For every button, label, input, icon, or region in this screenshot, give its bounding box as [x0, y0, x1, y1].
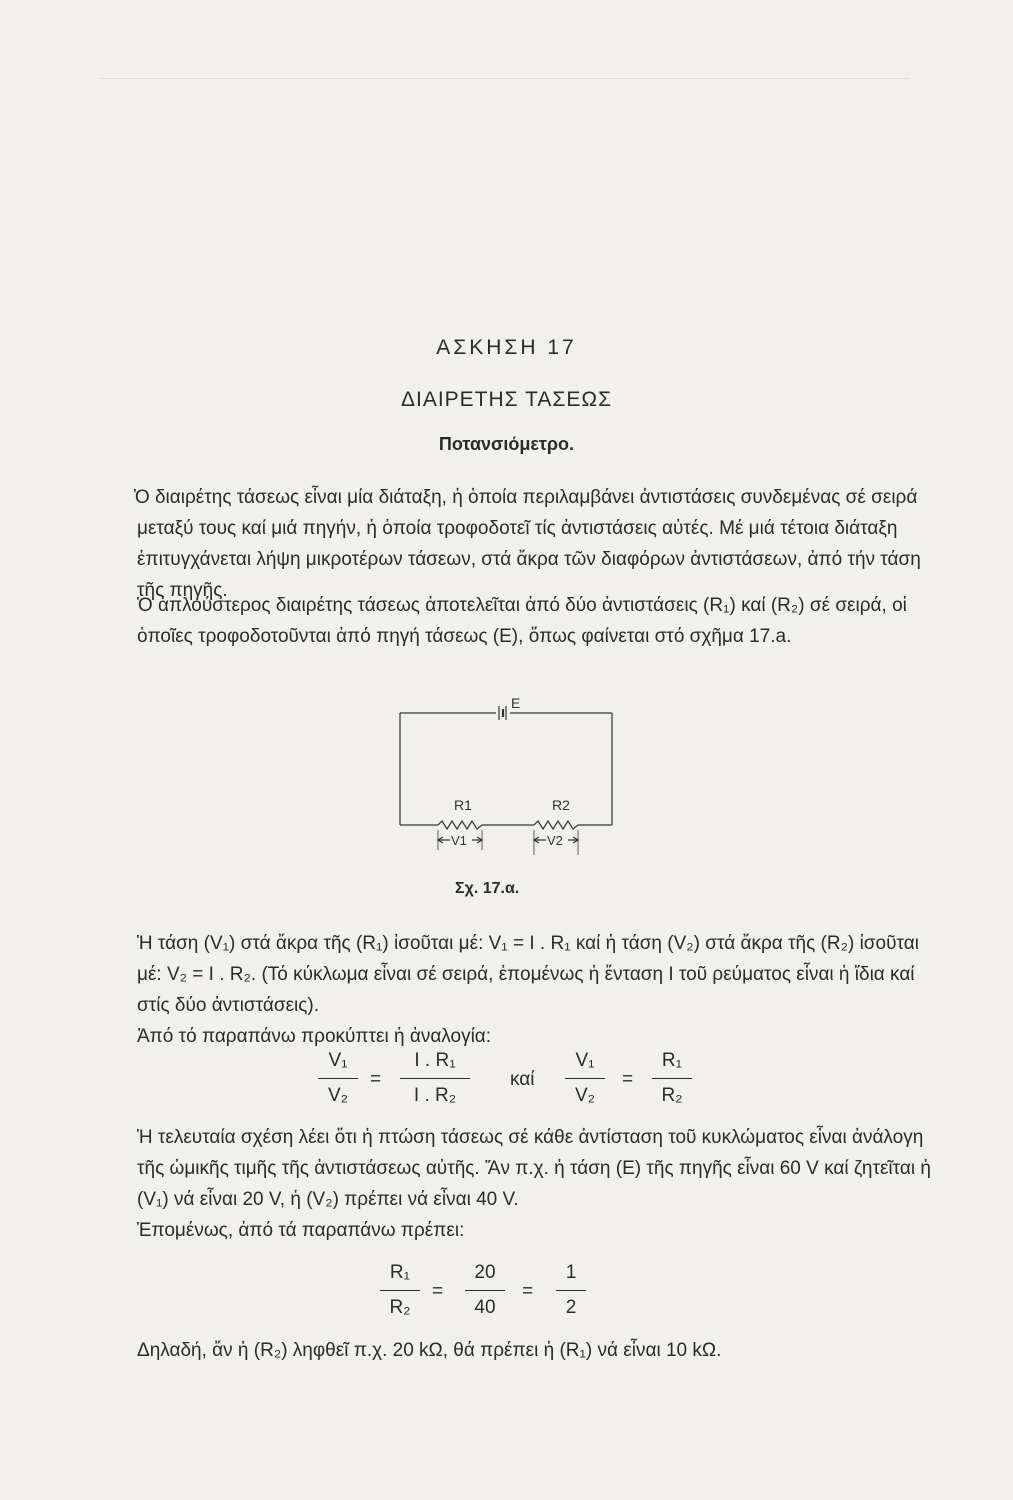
eq2-b-den: 40 — [474, 1297, 496, 1318]
eq1-b-den: I . R₂ — [413, 1085, 457, 1106]
label-v2: V2 — [547, 833, 563, 848]
label-e: E — [511, 695, 521, 711]
paragraph-2: Ὁ ἁπλούστερος διαιρέτης τάσεως ἀποτελεῖται ἀπό δύο ἀντιστάσεις (R₁) καί (R₂) σέ σειρά, οἱ ὁποῖες τροφοδοτοῦνται ἀπό πηγή τάσεως (Ε), ὅπως φαίνεται στό σχῆμα 17.a. — [137, 595, 907, 647]
eq1-and: καί — [510, 1069, 535, 1090]
label-r1: R1 — [454, 797, 472, 813]
paragraph-4: Ἡ τελευταία σχέση λέει ὅτι ἡ πτώση τάσεως σέ κάθε ἀντίσταση τοῦ κυκλώματος εἶναι ἀνάλογη τῆς ὠμικῆς τιμῆς τῆς ἀντιστάσεως αὐτῆς. Ἄν π.χ. ἡ τάση (Ε) τῆς πηγῆς εἶναι 60 V καί ζητεῖται ἡ (V₁) νά εἶναι 20 V, ἡ (V₂) πρέπει νά εἶναι 40 V. — [137, 1127, 931, 1210]
paragraph-5: Δηλαδή, ἄν ἡ (R₂) ληφθεῖ π.χ. 20 kΩ, θά πρέπει ἡ (R₁) νά εἶναι 10 kΩ. — [137, 1340, 722, 1361]
eq1-d-num: R₁ — [661, 1050, 683, 1071]
eq1-frac-d — [652, 1050, 692, 1107]
label-r2: R2 — [552, 797, 570, 813]
paragraph-4b: Ἑπομένως, ἀπό τά παραπάνω πρέπει: — [137, 1220, 465, 1241]
exercise-number: ΑΣΚΗΣΗ 17 — [436, 336, 577, 359]
eq2-a-num: R₁ — [389, 1262, 411, 1283]
eq2-c-num: 1 — [565, 1262, 577, 1283]
paragraph-conclusion — [137, 1335, 937, 1366]
eq2-frac-c — [556, 1262, 586, 1319]
figure-caption: Σχ. 17.α. — [455, 880, 520, 897]
paragraph-simple-divider — [137, 590, 937, 652]
paragraph-voltage — [137, 928, 937, 1052]
paragraph-1: Ὁ διαιρέτης τάσεως εἶναι μία διάταξη, ἡ ὁποία περιλαμβάνει ἀντιστάσεις συνδεμένας σέ σειρά μεταξύ τους καί μιά πηγήν, ἡ ὁποία τροφοδοτεῖ τίς ἀντιστάσεις αὐτές. Μέ μιά τέτοια διάταξη ἐπιτυγχάνεται λήψη μικροτέρων τάσεων, στά ἄκρα τῶν διαφόρων ἀντιστάσεων, ἀπό τήν τάση τῆς πηγῆς. — [134, 487, 921, 601]
paragraph-definition — [134, 482, 937, 606]
exercise-title: ΔΙΑΙΡΕΤΗΣ ΤΑΣΕΩΣ — [400, 388, 613, 411]
paragraph-proportional — [137, 1122, 937, 1246]
bleed-through-rule — [100, 78, 910, 79]
resistor-r1 — [438, 821, 482, 829]
paragraph-3: Ἡ τάση (V₁) στά ἄκρα τῆς (R₁) ἰσοῦται μέ: V₁ = I . R₁ καί ἡ τάση (V₂) στά ἄκρα τῆς (R₂) ἰσοῦται μέ: V₂ = I . R₂. (Τό κύκλωμα εἶναι σέ σειρά, ἑπομένως ἡ ἔνταση I τοῦ ρεύματος εἶναι ἡ ἴδια καί στίς δύο ἀντιστάσεις). — [137, 933, 919, 1016]
eq1-b-num: I . R₁ — [414, 1050, 456, 1071]
eq2-frac-a — [380, 1262, 420, 1319]
eq1-a-den: V₂ — [327, 1085, 349, 1106]
circuit-diagram — [390, 690, 630, 860]
eq2-equals-2: = — [522, 1281, 534, 1302]
resistor-r2 — [534, 821, 578, 829]
eq1-equals-1: = — [370, 1069, 382, 1090]
eq1-frac-a — [318, 1050, 358, 1107]
exercise-subtitle: Ποτανσιόμετρο. — [438, 434, 575, 454]
eq2-c-den: 2 — [565, 1297, 577, 1318]
eq1-c-den: V₂ — [574, 1085, 596, 1106]
eq1-d-den: R₂ — [661, 1085, 683, 1106]
label-v1: V1 — [451, 833, 467, 848]
paragraph-3b: Ἀπό τό παραπάνω προκύπτει ἡ ἀναλογία: — [137, 1026, 492, 1047]
eq1-c-num: V₁ — [575, 1050, 595, 1071]
eq1-a-num: V₁ — [328, 1050, 348, 1071]
eq1-frac-c — [565, 1050, 605, 1107]
eq2-equals-1: = — [432, 1281, 444, 1302]
eq2-a-den: R₂ — [389, 1297, 411, 1318]
eq2-frac-b — [465, 1262, 505, 1319]
eq1-equals-2: = — [622, 1069, 634, 1090]
eq2-b-num: 20 — [474, 1262, 496, 1283]
eq1-frac-b — [400, 1050, 470, 1107]
